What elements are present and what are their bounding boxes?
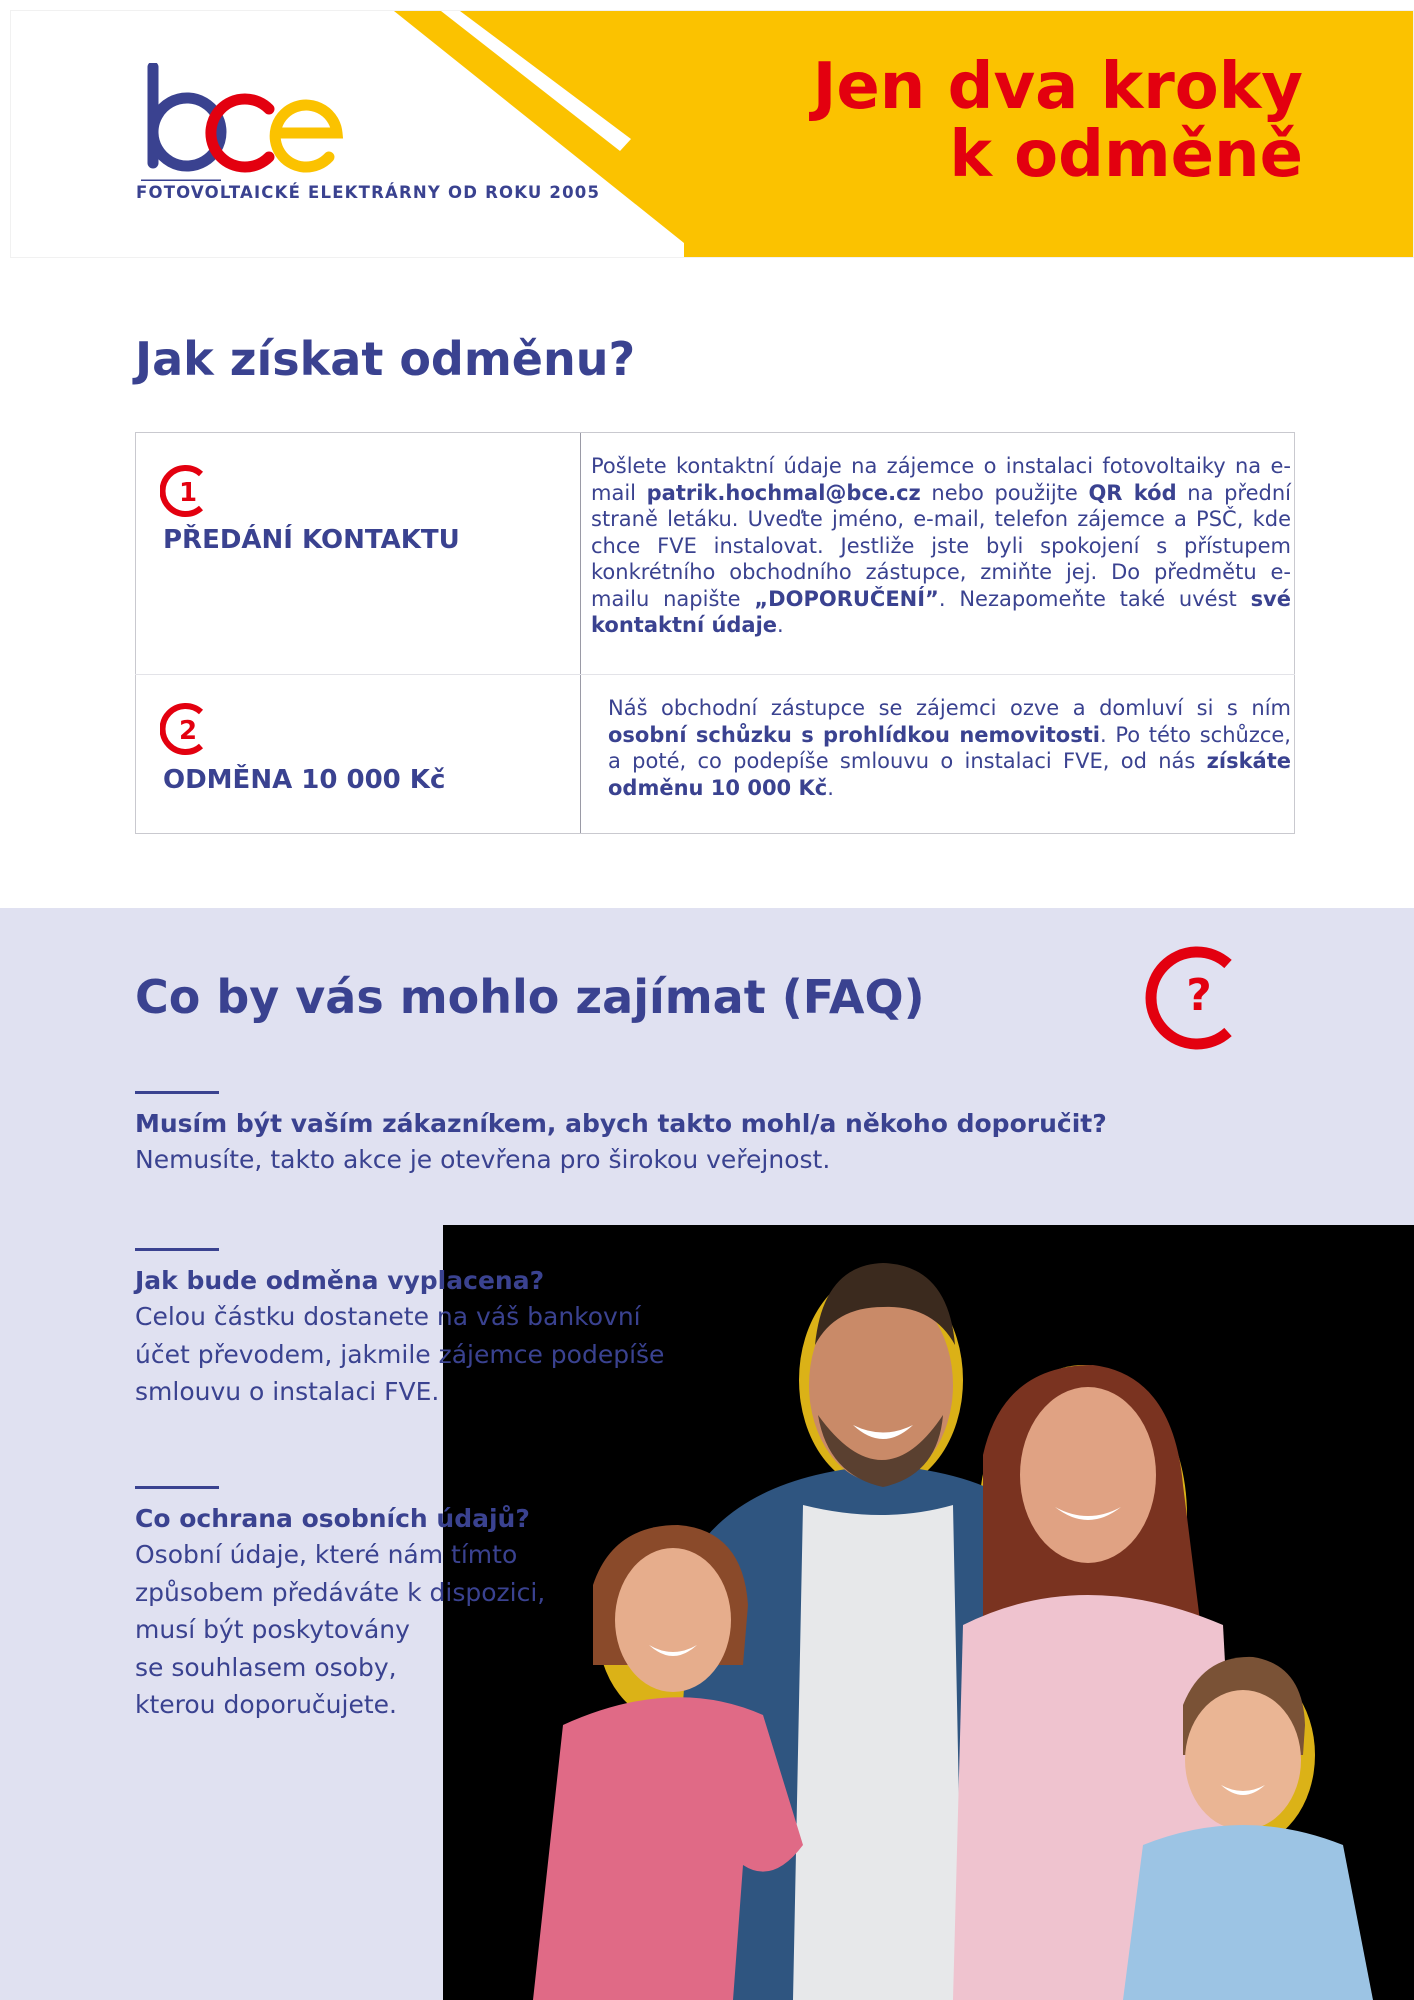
step-1-c-icon: [160, 463, 208, 519]
headline-line-2: k odměně: [949, 118, 1303, 192]
faq-item-3-answer-line: kterou doporučujete.: [135, 1690, 397, 1719]
faq-item-3: [135, 1486, 545, 1724]
step-1-text-segment: nebo použijte: [920, 480, 1089, 505]
faq-item-2: [135, 1248, 664, 1411]
step-2-text-segment: Náš obchodní zástupce se zájemci ozve a domluví si s ním: [608, 696, 1291, 720]
step-2-number: 2: [178, 716, 198, 746]
faq-item-3-rule: [135, 1486, 219, 1489]
faq-item-1: [135, 1091, 1107, 1179]
step-1-text-segment: na přední straně letáku. Uveďte jméno, e-mail, telefon zájemce a PSČ, kde chce FVE instalovat. Jestliže jste byli spokojení s přístupem konkrétního obchodního zástupce, zmiňte jej. Do předmětu e-mailu napište: [591, 480, 1291, 611]
headline-line-1: Jen dva kroky: [812, 50, 1303, 124]
step-1-text-segment: .: [777, 613, 784, 637]
faq-item-1-answer: Nemusíte, takto akce je otevřena pro širokou veřejnost.: [135, 1145, 831, 1174]
step-1-label-cell: [135, 433, 580, 674]
step-1-text-segment: Pošlete kontaktní údaje na zájemce o instalaci fotovoltaiky na e-mail: [591, 454, 1291, 505]
step-1-description: [591, 453, 1291, 639]
faq-section: [0, 908, 1414, 2000]
step-2-label: ODMĚNA 10 000 Kč: [163, 765, 446, 795]
steps-table: [135, 432, 1295, 834]
step-1-label: PŘEDÁNÍ KONTAKTU: [163, 525, 460, 555]
faq-item-2-answer-line: smlouvu o instalaci FVE.: [135, 1377, 440, 1406]
question-c-icon: [1142, 942, 1242, 1054]
step-1-text-segment: patrik.hochmal@bce.cz: [646, 480, 921, 505]
headline: [812, 50, 1303, 192]
faq-item-1-rule: [135, 1091, 219, 1094]
step-1-text-segment: své kontaktní údaje: [591, 586, 1291, 637]
faq-item-3-answer-line: musí být poskytovány: [135, 1615, 410, 1644]
faq-item-2-answer-line: Celou částku dostanete na váš bankovní: [135, 1302, 641, 1331]
step-2-text-segment: získáte odměnu 10 000 Kč: [608, 749, 1291, 800]
step-1-text-segment: . Nezapomeňte také uvést: [938, 586, 1251, 611]
step-2-description: [608, 695, 1291, 801]
step-1-text-segment: „DOPORUČENÍ”: [754, 586, 939, 611]
tagline: FOTOVOLTAICKÉ ELEKTRÁRNY OD ROKU 2005: [136, 183, 601, 202]
faq-title: Co by vás mohlo zajímat (FAQ): [135, 970, 925, 1024]
question-mark: ?: [1186, 970, 1212, 1021]
step-row-2: [135, 675, 1295, 834]
step-1-text-cell: [580, 433, 1295, 674]
step-1-text-segment: QR kód: [1088, 480, 1177, 505]
faq-item-1-question: Musím být vaším zákazníkem, abych takto mohl/a někoho doporučit?: [135, 1109, 1107, 1138]
faq-item-2-question: Jak bude odměna vyplacena?: [135, 1266, 545, 1295]
header-banner: [10, 10, 1414, 258]
step-row-1: [135, 432, 1295, 675]
step-2-text-cell: [580, 675, 1295, 833]
faq-item-3-answer-line: se souhlasem osoby,: [135, 1652, 397, 1682]
step-2-text-segment: osobní schůzku s prohlídkou nemovitosti: [608, 722, 1100, 747]
step-2-text-segment: . Po této schůzce, a poté, co podepíše smlouvu o instalaci FVE, od nás: [608, 722, 1291, 773]
faq-item-2-answer-line: účet převodem, jakmile zájemce podepíše: [135, 1339, 665, 1369]
faq-item-3-answer-line: Osobní údaje, které nám tímto: [135, 1540, 518, 1569]
step-2-text-segment: .: [827, 775, 834, 800]
bce-logo: [141, 63, 351, 181]
faq-item-3-answer-line: způsobem předáváte k dispozici,: [135, 1577, 546, 1607]
faq-item-2-rule: [135, 1248, 219, 1251]
step-2-c-icon: [160, 701, 208, 757]
step-1-number: 1: [178, 478, 198, 508]
step-2-label-cell: [135, 675, 580, 833]
steps-section-title: Jak získat odměnu?: [135, 332, 636, 386]
faq-item-3-question: Co ochrana osobních údajů?: [135, 1504, 530, 1533]
